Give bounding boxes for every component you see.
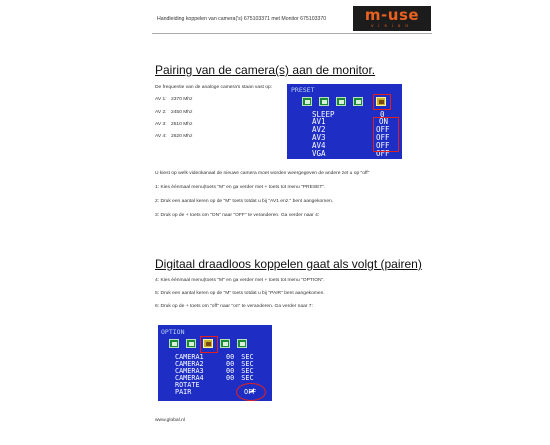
osd-row-av3-value: OFF xyxy=(376,133,390,142)
osd-duration-number: 00 xyxy=(226,360,235,368)
osd-duration-unit: SEC xyxy=(241,367,254,375)
settings-icon xyxy=(220,339,230,348)
osd-duration-unit: SEC xyxy=(241,360,254,368)
option-icon-highlight xyxy=(200,336,218,353)
section-title-pairing: Pairing van de camera(s) aan de monitor. xyxy=(155,63,376,77)
camera-icon xyxy=(169,339,179,348)
av-values-highlight xyxy=(373,117,399,152)
frequency-label: AV 4: xyxy=(155,134,167,139)
osd-row-av1-value: ON xyxy=(379,117,389,126)
logo-tagline: vision xyxy=(371,23,413,28)
camera-icon xyxy=(302,97,312,106)
section-title-digital-pairing: Digitaal draadloos koppelen gaat als volgt (pairen) xyxy=(155,257,422,271)
frequency-intro: De frequentie van de analoge camera's staan vast op: xyxy=(155,85,273,90)
osd-row-pair-label: PAIR xyxy=(175,388,192,396)
osd-duration-number: 00 xyxy=(226,374,235,382)
osd-row-sleep-label: SLEEP xyxy=(312,110,335,119)
frequency-label: AV 3: xyxy=(155,122,167,127)
preset-icon-highlight xyxy=(373,94,391,110)
preset-icon xyxy=(237,339,247,348)
osd-row-av4-label: AV4 xyxy=(312,141,326,150)
frequency-value: 2510 Mhz xyxy=(170,122,193,127)
frequency-item xyxy=(155,134,192,139)
option-menu-title: OPTION xyxy=(161,328,185,336)
osd-row-av1-label: AV1 xyxy=(312,117,326,126)
osd-row-rotate-label: ROTATE xyxy=(175,381,200,389)
osd-duration-number: 00 xyxy=(226,353,235,361)
osd-row-av4-value: OFF xyxy=(376,141,390,150)
display-icon xyxy=(186,339,196,348)
osd-camera-label: CAMERA2 xyxy=(175,360,204,368)
footer-url: www.global.nl xyxy=(155,418,185,423)
preset-menu-screenshot xyxy=(287,84,402,159)
osd-row-av2-value: OFF xyxy=(376,125,390,134)
osd-row-vga-label: VGA xyxy=(312,149,326,158)
frequency-item xyxy=(155,97,192,102)
frequency-item xyxy=(155,110,192,115)
frequency-label: AV 1: xyxy=(155,97,167,102)
option-menu-screenshot xyxy=(158,325,272,401)
channel-instruction: U kiest op welk videokanaal de nieuwe camera moet worden weergegeven de andere zet u op "off" xyxy=(155,171,370,176)
osd-duration-unit: SEC xyxy=(241,374,254,382)
frequency-value: 2370 Mhz xyxy=(170,97,193,102)
osd-row-vga-value: OFF xyxy=(376,149,390,158)
instruction-step: 3: Druk op de + toets om "ON" naar "OFF" te veranderen. Ga verder naar 4: xyxy=(155,213,320,218)
osd-row-pair-value: OFF xyxy=(244,388,257,396)
instruction-step: 1: Kies éénmaal menu(toets "M" en ga verder met + toets tot menu "PRESET". xyxy=(155,185,326,190)
osd-camera-label: CAMERA4 xyxy=(175,374,204,382)
osd-camera-label: CAMERA1 xyxy=(175,353,204,361)
preset-menu-title: PRESET xyxy=(291,86,315,94)
logo-wordmark: m-use xyxy=(364,6,420,24)
osd-duration-number: 00 xyxy=(226,367,235,375)
instruction-step: 2: Druk een aantal keren op de "M" toets totdat u bij "AV1 enz." bent aangekomen. xyxy=(155,199,334,204)
document-header-text: Handleiding koppelen van camera('s) 675103371 met Monitor 675103370 xyxy=(157,16,327,22)
osd-row-av3-label: AV3 xyxy=(312,133,326,142)
display-icon xyxy=(319,97,329,106)
instruction-step: 4: Kies éénmaal menu(toets "M" en ga verder met + toets tot menu "OPTION". xyxy=(155,278,325,283)
frequency-value: 2620 Mhz xyxy=(170,134,193,139)
frequency-value: 2450 Mhz xyxy=(170,110,193,115)
pair-value-highlight xyxy=(236,383,266,401)
brand-logo xyxy=(353,6,431,31)
frequency-item xyxy=(155,122,192,127)
instruction-step: 5: Druk een aantal keren op de "M" toets totdat u bij "PAIR" bent aangekomen. xyxy=(155,291,325,296)
frequency-label: AV 2: xyxy=(155,110,167,115)
option-icon xyxy=(353,97,363,106)
header-divider xyxy=(152,33,432,34)
osd-row-av2-label: AV2 xyxy=(312,125,326,134)
instruction-step: 6: Druk op de + toets om "off" naar "on" te veranderen. Ga verder naar 7: xyxy=(155,304,313,309)
settings-icon xyxy=(336,97,346,106)
osd-camera-label: CAMERA3 xyxy=(175,367,204,375)
osd-duration-unit: SEC xyxy=(241,353,254,361)
osd-row-sleep-value: 0 xyxy=(380,110,385,119)
